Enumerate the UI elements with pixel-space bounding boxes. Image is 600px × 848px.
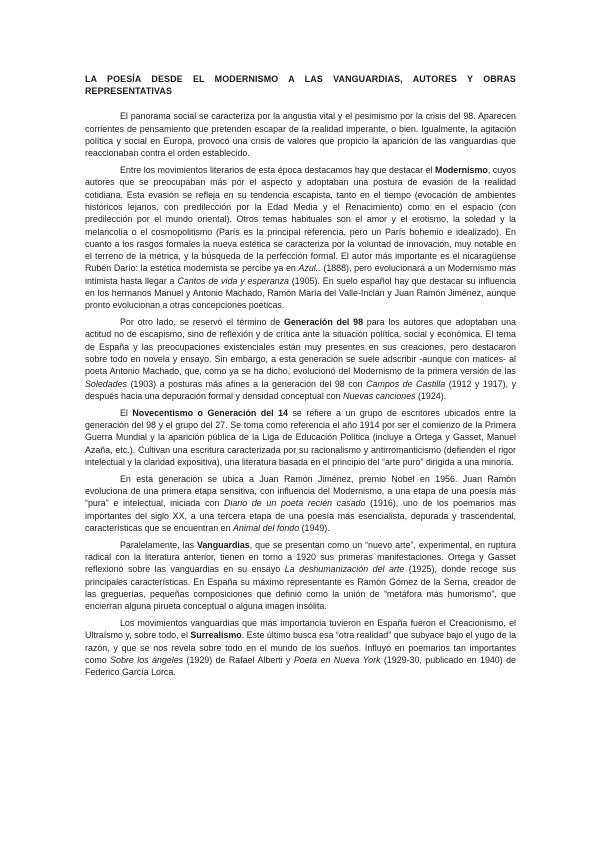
text-run: (1888), pero evolucionará a un Modernismo más intimista hasta llegar a (85, 263, 516, 286)
text-run: El panorama social se caracteriza por la angustia vital y el pesimismo por la crisis del 98. Aparecen corrientes de pensamiento que pretenden escapar de la realidad imperante, o bien. Igualmente, la agitación política y social en Europa, provocó una crisis de valores que propicio la aparición de las vanguardias que reaccionaban contra el orden establecido. (85, 111, 516, 159)
bold-term: Modernismo (435, 165, 488, 176)
text-run: se refiere a un grupo de escritores ubicados entre la generación del 98 y el grupo del 27. Se toma como referencia el año 1914 por ser el comienzo de la Primera Guerra Mundial y la aparición pública de la Liga de Educación Política (incluye a Ortega y Gasset, Manuel Azaña, etc.). Cultivan una escritura caracterizada por su racionalismo y antirromanticismo (defienden el rigor intelectual y la claridad expositiva), una literatura basada en el principio del “arte puro” dirigida a una minoría. (85, 407, 516, 467)
text-run: (1905). En suelo español hay que destacar su influencia en los hermanos Manuel y Antonio Machado, Ramón María del Valle-Inclán y Juan Ramón Jiménez, aunque pronto evolucionan a otras concepciones poéticas. (85, 275, 516, 311)
text-run: Los movimientos vanguardias que más importancia tuvieron en España fueron el Creacionismo, el Ultraísmo y, sobre todo, el (85, 617, 516, 641)
text-run: Entre los movimientos literarios de esta época destacamos hay que destacar el (120, 165, 436, 176)
work-title: Animal del fondo (233, 522, 300, 533)
body-paragraph (85, 539, 516, 613)
work-title: Soledades (85, 378, 127, 389)
text-run: (1929) de Rafael Alberti y (183, 654, 294, 665)
text-run: En esta generación se ubica a Juan Ramón Jiménez, premio Nobel en 1956. Juan Ramón evoluciona de una primera etapa sensitiva, con influencia del Modernismo, a una etapa de una poesía más “pura” e intelectual, iniciada con (85, 473, 516, 509)
text-run: (1916), uno de los poemarios más importantes del siglo XX, a una tercera etapa de una poesía más esencialista, depurada y trascendental, características que se encuentran en (85, 498, 516, 533)
work-title: Azul.. (298, 263, 321, 274)
work-title: Cantos de vida y esperanza (177, 275, 289, 286)
text-run: (1912 y 1917), y después hacia una depuración formal y densidad conceptual con (85, 378, 517, 401)
text-run: (1903) a posturas más afines a la generación del 98 con (126, 378, 367, 389)
body-paragraph (85, 110, 516, 159)
text-run: El (120, 407, 133, 418)
text-run: Por otro lado, se reservó el término de (120, 317, 284, 328)
bold-term: Surrealismo (190, 630, 242, 641)
body-paragraph (85, 473, 516, 534)
text-run: Paralelamente, las (120, 539, 197, 550)
work-title: Nuevas canciones (343, 390, 416, 401)
work-title: Campos de Castilla (366, 378, 446, 389)
body-paragraph (85, 316, 516, 402)
body-paragraph (85, 164, 516, 312)
text-run: (1925), donde recoge sus principales características. En España su máximo representante es Ramón Gómez de la Serna, creador de las greguerías, pequeñas composiciones que definió como la unión de “metáfora más humorismo”, que encierran alguna pirueta conceptual o alguna imagen insólita. (85, 564, 516, 612)
work-title: Poeta en Nueva York (293, 654, 381, 665)
document-body (85, 110, 516, 678)
document-title: LA POESÍA DESDE EL MODERNISMO A LAS VANGUARDIAS, AUTORES Y OBRAS REPRESENTATIVAS (85, 74, 516, 97)
text-run: (1949). (299, 522, 330, 533)
bold-term: Novecentismo o Generación del 14 (132, 407, 288, 418)
body-paragraph (85, 407, 516, 468)
bold-term: Generación del 98 (283, 317, 364, 328)
bold-term: Vanguardias (196, 539, 250, 550)
body-paragraph (85, 617, 516, 678)
text-run: (1929-30, publicado en 1940) de Federico García Lorca. (85, 654, 516, 678)
text-run: (1924). (415, 390, 447, 401)
work-title: La deshumanización del arte (284, 564, 405, 575)
work-title: Sobre los ángeles (110, 654, 184, 665)
work-title: Diario de un poeta recién casado (223, 498, 366, 509)
text-run: . Este último busca esa “otra realidad” que subyace bajo el yugo de la razón, y que se nos revela sobre todo en el mundo de los sueños. Influyó en poemarios tan importantes como (85, 630, 517, 665)
text-run: , que se presentan como un “nuevo arte”, experimental, en ruptura radical con la literatura anterior, tienen en torno a 1920 sus primeras manifestaciones. Ortega y Gasset reflexionó sobre las vanguardias en su ensayo (85, 539, 516, 575)
text-run: , cuyos autores que se preocupaban más por el aspecto y adoptaban una postura de evasión de la realidad cotidiana. Esta evasión se refleja en su tendencia escapista, tanto en el tiempo (evocación de ambientes históricos lejanos, con predilección por la Edad Media y el Renacimiento) como en el espacio (con predilección por el mundo oriental). Otros temas habituales son el amor y el erotismo, la soledad y la melancolía o el cosmopolitismo (París es la principal referencia, pero un París bohemio e idealizado). En cuanto a los rasgos formales la nueva estética se caracteriza por la voluntad de innovación, muy notable en el terreno de la métrica, y la búsqueda de la perfección formal. El autor más importante es el nicaragüense Rubén Darío: la estética modernista se percibe ya en (85, 165, 516, 274)
text-run: para los autores que adoptaban una actitud no de escapismo, sino de reflexión y de crítica ante la situación política, social y económica. El tema de España y las preocupaciones existenciales están muy presentes en sus creaciones, pero destacaron sobre todo en novela y ensayo. Sin embargo, a esta generación se suele adscribir -aunque con matices- al poeta Antonio Machado, que, como ya se ha dicho, evolucionó del Modernismo de la primera versión de las (85, 317, 516, 377)
